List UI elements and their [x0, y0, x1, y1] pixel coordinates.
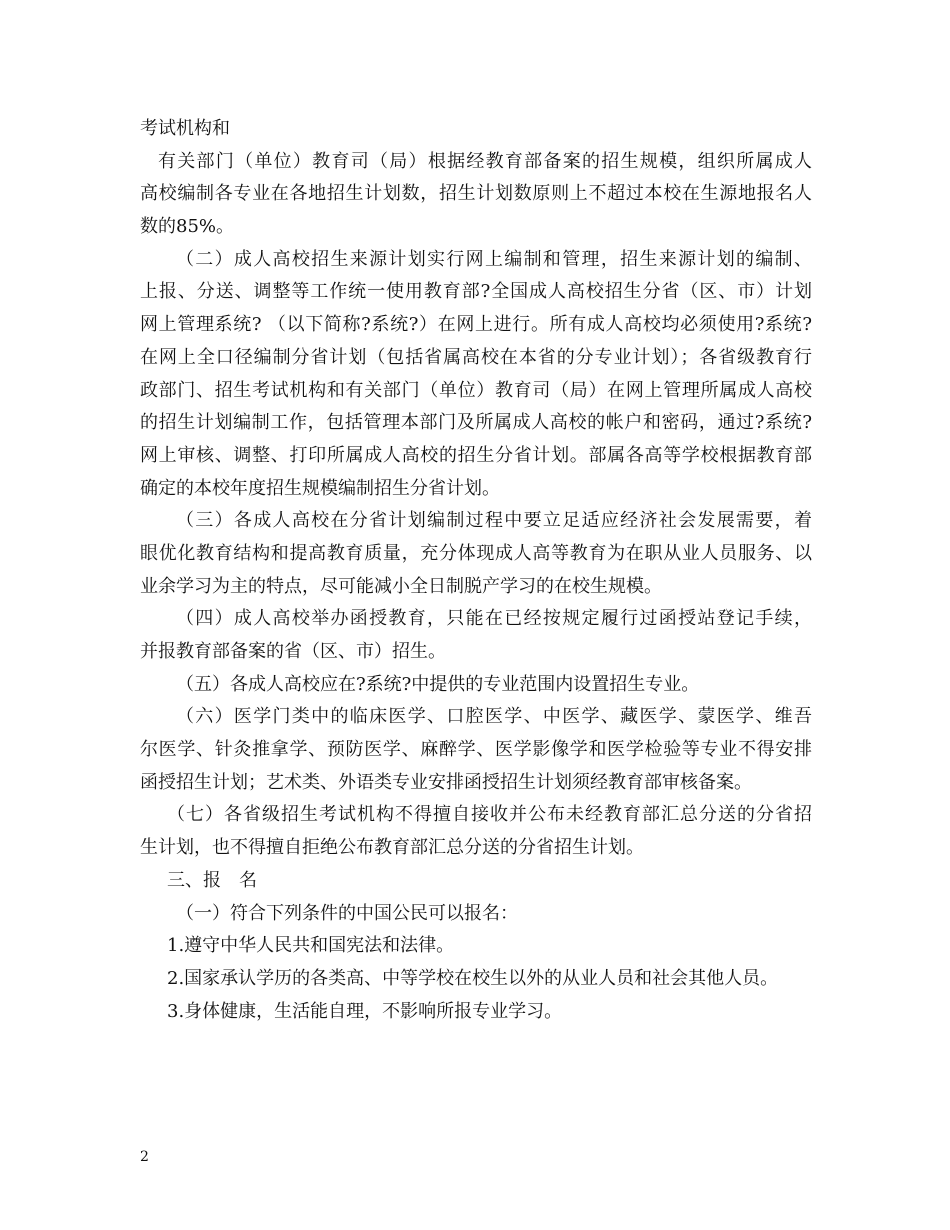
text-line: 三、报 名 [167, 869, 257, 891]
text-line: 考试机构和 [140, 118, 230, 139]
text-line: （二）成人高校招生来源计划实行网上编制和管理，招生来源计划的编制、 [176, 248, 812, 270]
text-line: 上报、分送、调整等工作统一使用教育部?全国成人高校招生分省（区、市）计划 [140, 281, 812, 303]
text-line: 业余学习为主的特点，尽可能减小全日制脱产学习的在校生规模。 [140, 575, 662, 597]
text-line: （一）符合下列条件的中国公民可以报名： [176, 902, 518, 924]
text-line: （三）各成人高校在分省计划编制过程中要立足适应经济社会发展需要，着 [176, 510, 812, 532]
text-line: 确定的本校年度招生规模编制招生分省计划。 [140, 477, 500, 499]
text-line: 尔医学、针灸推拿学、预防医学、麻醉学、医学影像学和医学检验等专业不得安排 [140, 739, 812, 761]
text-line: 有关部门（单位）教育司（局）根据经教育部备案的招生规模，组织所属成人 [158, 150, 812, 172]
text-line: 网上管理系统? （以下简称?系统?）在网上进行。所有成人高校均必须使用?系统? [140, 314, 812, 336]
text-line: 3.身体健康，生活能自理，不影响所报专业学习。 [167, 1000, 563, 1022]
text-line: 的招生计划编制工作，包括管理本部门及所属成人高校的帐户和密码，通过?系统? [140, 412, 812, 434]
text-line: （五）各成人高校应在?系统?中提供的专业范围内设置招生专业。 [176, 673, 700, 695]
text-line: （四）成人高校举办函授教育，只能在已经按规定履行过函授站登记手续， [176, 608, 812, 630]
text-line: 在网上全口径编制分省计划（包括省属高校在本省的分专业计划）；各省级教育行 [140, 346, 812, 368]
text-line: 并报教育部备案的省（区、市）招生。 [140, 641, 446, 662]
text-line: 高校编制各专业在各地招生计划数，招生计划数原则上不超过本校在生源地报名人 [140, 183, 812, 205]
text-line: （七）各省级招生考试机构不得擅自接收并公布未经教育部汇总分送的分省招 [167, 804, 812, 826]
page-number: 2 [140, 1149, 149, 1165]
text-line: 函授招生计划；艺术类、外语类专业安排函授招生计划须经教育部审核备案。 [140, 771, 752, 793]
text-line: 2.国家承认学历的各类高、中等学校在校生以外的从业人员和社会其他人员。 [167, 967, 779, 989]
text-line: 眼优化教育结构和提高教育质量，充分体现成人高等教育为在职从业人员服务、以 [140, 542, 812, 564]
text-line: 网上审核、调整、打印所属成人高校的招生分省计划。部属各高等学校根据教育部 [140, 444, 812, 466]
text-line: （六）医学门类中的临床医学、口腔医学、中医学、藏医学、蒙医学、维吾 [176, 706, 812, 728]
text-line: 生计划，也不得擅自拒绝公布教育部汇总分送的分省招生计划。 [140, 837, 644, 859]
text-line: 1.遵守中华人民共和国宪法和法律。 [167, 935, 455, 957]
document-body [140, 113, 812, 1028]
text-line: 政部门、招生考试机构和有关部门（单位）教育司（局）在网上管理所属成人高校 [140, 379, 812, 401]
text-line: 数的85%。 [140, 216, 235, 238]
